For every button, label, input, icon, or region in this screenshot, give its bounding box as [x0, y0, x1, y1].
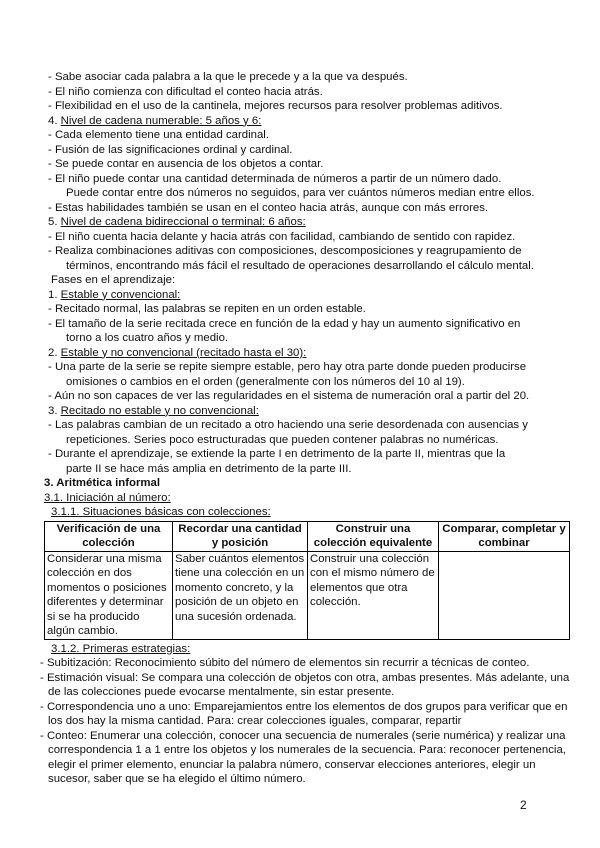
page-number: 2: [520, 798, 527, 812]
table-row: [45, 551, 570, 639]
table-header-cell: Verificación de una colección: [45, 521, 173, 551]
phase-2-title: Estable y no convencional (recitado hasta el 30):: [60, 346, 307, 359]
list-item-continuation: torno a los cuatro años y medio.: [66, 332, 229, 344]
list-item: - Cada elemento tiene una entidad cardinal.: [48, 129, 269, 141]
list-item: - El niño comienza con dificultad el conteo hacia atrás.: [48, 85, 323, 98]
table-cell: Considerar una misma colección en dos momentos o posiciones diferentes y determinar si se ha producido algún cambio.: [45, 551, 173, 639]
table-cell: [439, 551, 570, 639]
list-item: - El niño puede contar una cantidad determinada de números a partir de un número dado.: [48, 172, 502, 185]
list-item: - Durante el aprendizaje, se extiende la parte I en detrimento de la parte II, mientras que la: [48, 448, 506, 460]
phase-2-heading: [0, 346, 600, 361]
table-cell: Construir una colección con el mismo número de elementos que otra colección.: [308, 551, 439, 639]
strategy-item: - Subitización: Reconocimiento súbito del número de elementos sin recurrir a técnicas de conteo.: [40, 657, 530, 669]
list-item-continuation: Puede contar entre dos números no seguidos, para ver cuántos números median entre ellos.: [66, 187, 535, 199]
level-5-number: 5.: [48, 216, 58, 228]
list-item: - Una parte de la serie se repite siempre estable, pero hay otra parte donde pueden producirse: [48, 361, 527, 373]
situations-table: [44, 521, 570, 640]
list-item-continuation: repeticiones. Series poco estructuradas que pueden contener palabras no numéricas.: [66, 433, 499, 446]
level-5-title: Nivel de cadena bidireccional o terminal: 6 años:: [60, 216, 306, 228]
level-4-title: Nivel de cadena numerable: 5 años y 6:: [60, 114, 262, 127]
level-4-heading: [0, 114, 600, 129]
list-item: - Fusión de las significaciones ordinal y cardinal.: [48, 143, 293, 156]
phase-1-number: 1.: [48, 288, 58, 301]
phase-1-title: Estable y convencional:: [60, 288, 181, 301]
table-cell: Saber cuántos elementos tiene una colección en un momento concreto, y la posición de un objeto en una sucesión ordenada.: [173, 551, 308, 639]
subsection-3-1-heading: 3.1. Iniciación al número:: [44, 491, 171, 504]
phase-3-title: Recitado no estable y no convencional:: [60, 404, 259, 417]
phase-3-heading: [0, 404, 600, 419]
phase-2-number: 2.: [48, 346, 58, 359]
strategy-item: - Conteo: Enumerar una colección, conocer una secuencia de numerales (serie numérica) y realizar una correspondencia 1 a 1 entre los objetos y los numerales de la secuencia. Para: reconocer pertenencia, elegir el primer elemento, enunciar la palabra número, conservar elecciones anteriores, elegir un sucesor, saber que se ha elegido el último número.: [40, 729, 566, 785]
table-header-row: [45, 521, 570, 551]
list-item-continuation: parte II se hace más amplia en detrimento de la parte III.: [66, 462, 352, 475]
phase-3-number: 3.: [48, 404, 58, 417]
list-item: - El tamaño de la serie recitada crece en función de la edad y hay un aumento significativo en: [48, 317, 521, 330]
list-item: - Las palabras cambian de un recitado a otro haciendo una serie desordenada con ausencias y: [48, 419, 528, 431]
strategy-item: - Estimación visual: Se compara una colección de objetos con otra, ambas presentes. Más adelante, una de las colecciones puede evocarse mentalmente, sin estar presente.: [40, 671, 570, 698]
table-header-cell: Comparar, completar y combinar: [439, 521, 570, 551]
list-item-continuation: términos, encontrando más fácil el resultado de operaciones desarrollando el cálculo mental.: [66, 259, 534, 272]
table-header-cell: Construir una colección equivalente: [308, 521, 439, 551]
subsection-3-1-1-heading: 3.1.1. Situaciones básicas con colecciones:: [51, 506, 271, 518]
phases-heading: Fases en el aprendizaje:: [51, 274, 176, 286]
level-5-heading: [0, 215, 600, 230]
level-4-number: 4.: [48, 114, 58, 127]
strategy-item: - Correspondencia uno a uno: Emparejamientos entre los elementos de dos grupos para verificar que en los dos hay la misma cantidad. Para: crear colecciones iguales, comparar, repartir: [40, 700, 568, 727]
document-page: [0, 70, 600, 787]
phase-1-heading: [0, 288, 600, 303]
list-item: - El niño cuenta hacia delante y hacia atrás con facilidad, cambiando de sentido con rapidez.: [48, 230, 516, 243]
list-item: - Estas habilidades también se usan en el conteo hacia atrás, aunque con más errores.: [48, 201, 489, 214]
list-item: - Flexibilidad en el uso de la cantinela, mejores recursos para resolver problemas aditivos.: [48, 100, 503, 112]
list-item: - Recitado normal, las palabras se repiten en un orden estable.: [48, 303, 366, 315]
list-item: - Realiza combinaciones aditivas con composiciones, descomposiciones y reagrupamiento de: [48, 245, 522, 257]
list-item: - Se puede contar en ausencia de los objetos a contar.: [48, 158, 324, 170]
section-3-heading: 3. Aritmética informal: [44, 477, 161, 489]
list-item: - Aún no son capaces de ver las regularidades en el sistema de numeración oral a partir del 20.: [48, 390, 530, 402]
subsection-3-1-2-heading: 3.1.2. Primeras estrategias:: [51, 642, 191, 655]
list-item-continuation: omisiones o cambios en el orden (generalmente con los números del 10 al 19).: [66, 375, 465, 388]
table-header-cell: Recordar una cantidad y posición: [173, 521, 308, 551]
list-item: - Sabe asociar cada palabra a la que le precede y a la que va después.: [48, 71, 408, 83]
